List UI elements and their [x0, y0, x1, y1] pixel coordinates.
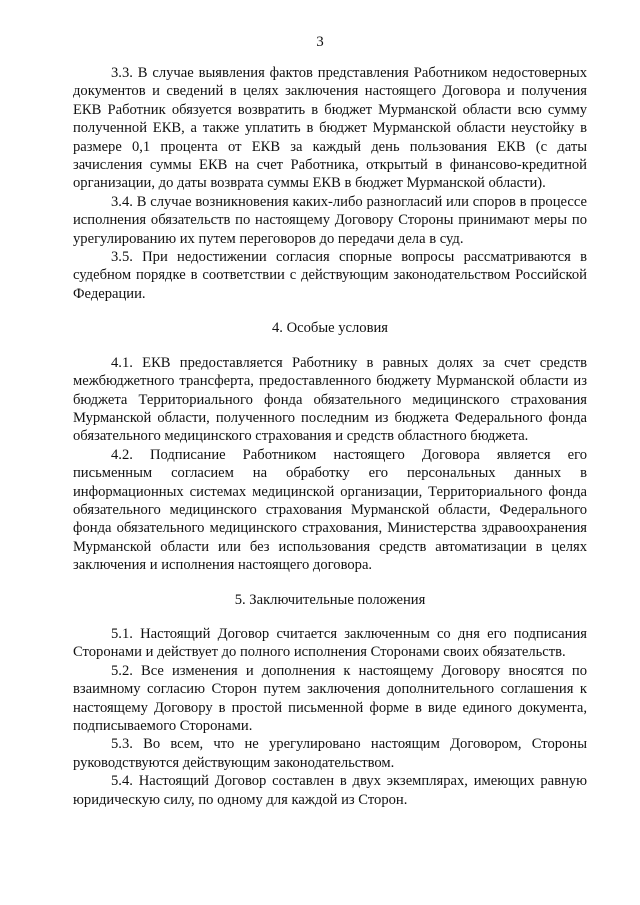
- clause-3-5: 3.5. При недостижении согласия спорные вопросы рассматриваются в судебном порядке в соответствии с действующим законодательством Российской Федерации.: [73, 249, 587, 302]
- clause-5-1: 5.1. Настоящий Договор считается заключенным со дня его подписания Сторонами и действует до полного исполнения Сторонами своих обязательств.: [73, 625, 587, 661]
- clause-5-4: 5.4. Настоящий Договор составлен в двух экземплярах, имеющих равную юридическую силу, по одному для каждой из Сторон.: [73, 773, 587, 808]
- clause-3-3: 3.3. В случае выявления фактов представления Работником недостоверных документов и сведений в целях заключения настоящего Договора и получения ЕКВ Работник обязуется возвратить в бюджет Мурманской области всю сумму полученной ЕКВ, а также уплатить в бюджет Мурманской области неустойку в размере 0,1 процента от ЕКВ за каждый день пользования ЕКВ (с даты зачисления суммы ЕКВ на счет Работника, открытый в финансово-кредитной организации, до даты возврата суммы ЕКВ в бюджет Мурманской области).: [73, 65, 587, 192]
- clause-5-3: 5.3. Во всем, что не урегулировано настоящим Договором, Стороны руководствуются действующим законодательством.: [73, 736, 587, 771]
- page-number: 3: [316, 34, 324, 50]
- clause-4-1: 4.1. ЕКВ предоставляется Работнику в равных долях за счет средств межбюджетного трансферта, предоставленного бюджету Мурманской области из бюджета Территориального фонда обязательного медицинского страхования Мурманской области, полученного последним из бюджета Федерального фонда обязательного медицинского страхования и средств областного бюджета.: [73, 354, 587, 445]
- document-body: [73, 64, 587, 809]
- clause-4-2: 4.2. Подписание Работником настоящего Договора является его письменным согласием на обработку его персональных данных в информационных системах медицинской организации, Территориального фонда обязательного медицинского страхования Мурманской области, Федерального фонда обязательного медицинского страхования, Министерства здравоохранения Мурманской области или без использования средств автоматизации в целях заключения и исполнения настоящего договора.: [73, 446, 587, 574]
- clause-3-4: 3.4. В случае возникновения каких-либо разногласий или споров в процессе исполнения обязательств по настоящему Договору Стороны принимают меры по урегулированию их путем переговоров до передачи дела в суд.: [73, 193, 587, 247]
- clause-5-2: 5.2. Все изменения и дополнения к настоящему Договору вносятся по взаимному согласию Сторон путем заключения дополнительного соглашения к настоящему Договору в простой письменной форме в виде единого документа, подписываемого Сторонами.: [73, 662, 587, 734]
- section-4-heading: 4. Особые условия: [271, 320, 389, 337]
- section-5-heading: 5. Заключительные положения: [234, 591, 426, 608]
